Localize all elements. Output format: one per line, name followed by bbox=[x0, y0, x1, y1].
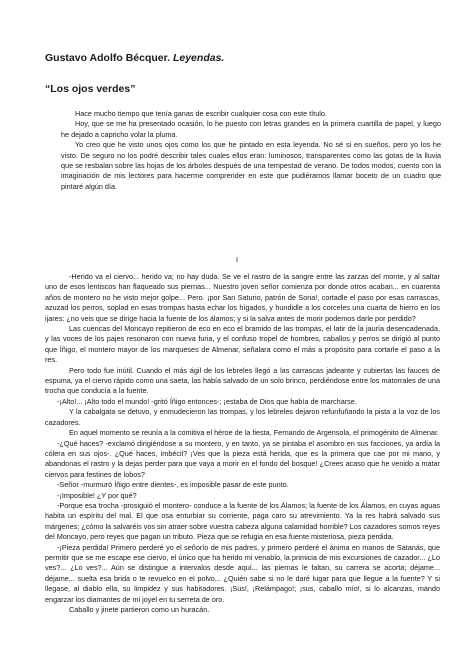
section-numeral: I bbox=[235, 255, 239, 264]
chapter-section bbox=[45, 272, 440, 615]
document-heading bbox=[45, 52, 224, 64]
chapter-paragraph: -¿Qué haces? -exclamó dirigiéndose a su montero, y en tanto, ya se pintaba el asombro en sus facciones, ya ardía la cólera en sus ojos-. ¿Qué haces, imbécil? ¡Ves que la pieza está herida, que es la primera que cae por mi mano, y abandonas el rastro y la dejas perder para que vaya a morir en el fondo del bosque! ¿Crees acaso que he venido a matar ciervos para festines de lobos? bbox=[45, 438, 440, 479]
author-name: Gustavo Adolfo Bécquer. bbox=[45, 52, 171, 64]
work-title: Leyendas. bbox=[172, 52, 225, 64]
chapter-paragraph: -Señor -murmuró Íñigo entre dientes-, es imposible pasar de este punto. bbox=[57, 480, 289, 490]
chapter-paragraph: Pero todo fue inútil. Cuando el más ágil de los lebreles llegó a las carrascas jadeante y cubiertas las fauces de espuma, ya el ciervo rápido como una saeta, las había salvado de un solo brinco, perdiéndose entre los matorrales de una trocha que conducía a la fuente. bbox=[45, 365, 440, 396]
chapter-paragraph: -¡Imposible! ¿Y por qué? bbox=[57, 490, 137, 500]
chapter-paragraph: En aquel momento se reunía a la comitiva el héroe de la fiesta, Fernando de Argensola, el primogénito de Almenar. bbox=[69, 428, 439, 438]
chapter-paragraph: -Herido va el ciervo... herido va; no hay duda. Se ve el rastro de la sangre entre las zarzas del monte, y al saltar uno de esos lentiscos han flaqueado sus piernas... Nuestro joven señor comienza por donde otros acaban... en cuarenta años de montero no he visto mejor golpe... Pero. ¡por San Saturio, patrón de Soria!, cortadle el paso por esas carrascas, azuzad los perros, soplad en esas trompas hasta echar los hígados, y hundidle a los corceles una cuarta de hierro en los ijares: ¿no veis que se dirige hacia la fuente de los álamos; y si la salva antes de morir podemos darle por perdido? bbox=[45, 272, 440, 323]
chapter-paragraph: Caballo y jinete partieron como un huracán. bbox=[69, 605, 210, 614]
chapter-paragraph: Y la cabalgata se detuvo, y enmudecieron las trompas, y los lebreles dejaron refunfuñando la pista a la voz de los cazadores. bbox=[45, 407, 440, 427]
chapter-paragraph: -¡Pieza perdida! Primero perderé yo el señorío de mis padres, y primero perderé el ánima en manos de Satanás, que permitir que se me escape ese ciervo, el único que ha herido mi venablo, la primicia de mis excursiones de cazador... ¿Lo ves?... ¿Lo ves?... Aún se distingue a intervalos desde aquí... las piernas le faltan, su carrera se acorta; déjame... déjame... suelta esa brida o te revuelco en el polvo... ¿Quién sabe si no le daré lugar para que llegue a la fuente? Y si llegase, al diablo ella, su limpidez y sus habitadores. ¡Sus!, ¡Relámpago!; ¡sus, caballo mío!, si lo alcanzas, mando engarzar los diamantes de mi joyel en tu serreta de oro. bbox=[45, 542, 440, 604]
intro-paragraph: Hoy, que se me ha presentado ocasión, lo he puesto con letras grandes en la primera cuartilla de papel, y luego he dejado a capricho volar la pluma. bbox=[61, 119, 441, 139]
legend-title: “Los ojos verdes” bbox=[45, 83, 136, 95]
intro-paragraph: Yo creo que he visto unos ojos como los que he pintado en esta leyenda. No sé si en sueños, pero yo los he visto. De seguro no los podré describir tales cuales ellos eran: luminosos, transparentes como las gotas de la lluvia que se resbalan sobre las hojas de los árboles después de una tempestad de verano. De todos modos, cuento con la imaginación de mis lectores para hacerme comprender en este que pudiéramos llamar boceto de un cuadro que pintaré algún día. bbox=[61, 140, 441, 191]
intro-section bbox=[45, 109, 441, 192]
chapter-paragraph: Las cuencas del Moncayo repitieron de eco en eco el bramido de las trompas, el latir de la jauría desencadenada, y las voces de los pajes resonaron con nueva furia, y el confuso tropel de hombres, caballos y perros se dirigió al punto que Íñigo, el montero mayor de los marqueses de Almenar, señalara como el más a propósito para cortarle el paso a la res. bbox=[45, 324, 440, 365]
chapter-paragraph: -¡Alto!... ¡Alto todo el mundo! -gritó Íñigo entonces-; ¡estaba de Dios que había de marcharse. bbox=[57, 396, 357, 406]
intro-paragraph: Hace mucho tiempo que tenía ganas de escribir cualquier cosa con este título. bbox=[75, 109, 327, 118]
chapter-paragraph: -Porque esa trocha -prosiguió el montero- conduce a la fuente de los Álamos; la fuente de los Álamos, en cuyas aguas habita un espíritu del mal. El que osa enturbiar su corriente, paga caro su atrevimiento. Ya la res habrá salvado sus márgenes; ¿cómo la salvaréis vos sin atraer sobre vuestra cabeza alguna calamidad horrible? Los cazadores somos reyes del Moncayo, pero reyes que pagan un tributo. Pieza que se refugia en esa fuente misteriosa, pieza perdida. bbox=[45, 500, 440, 542]
